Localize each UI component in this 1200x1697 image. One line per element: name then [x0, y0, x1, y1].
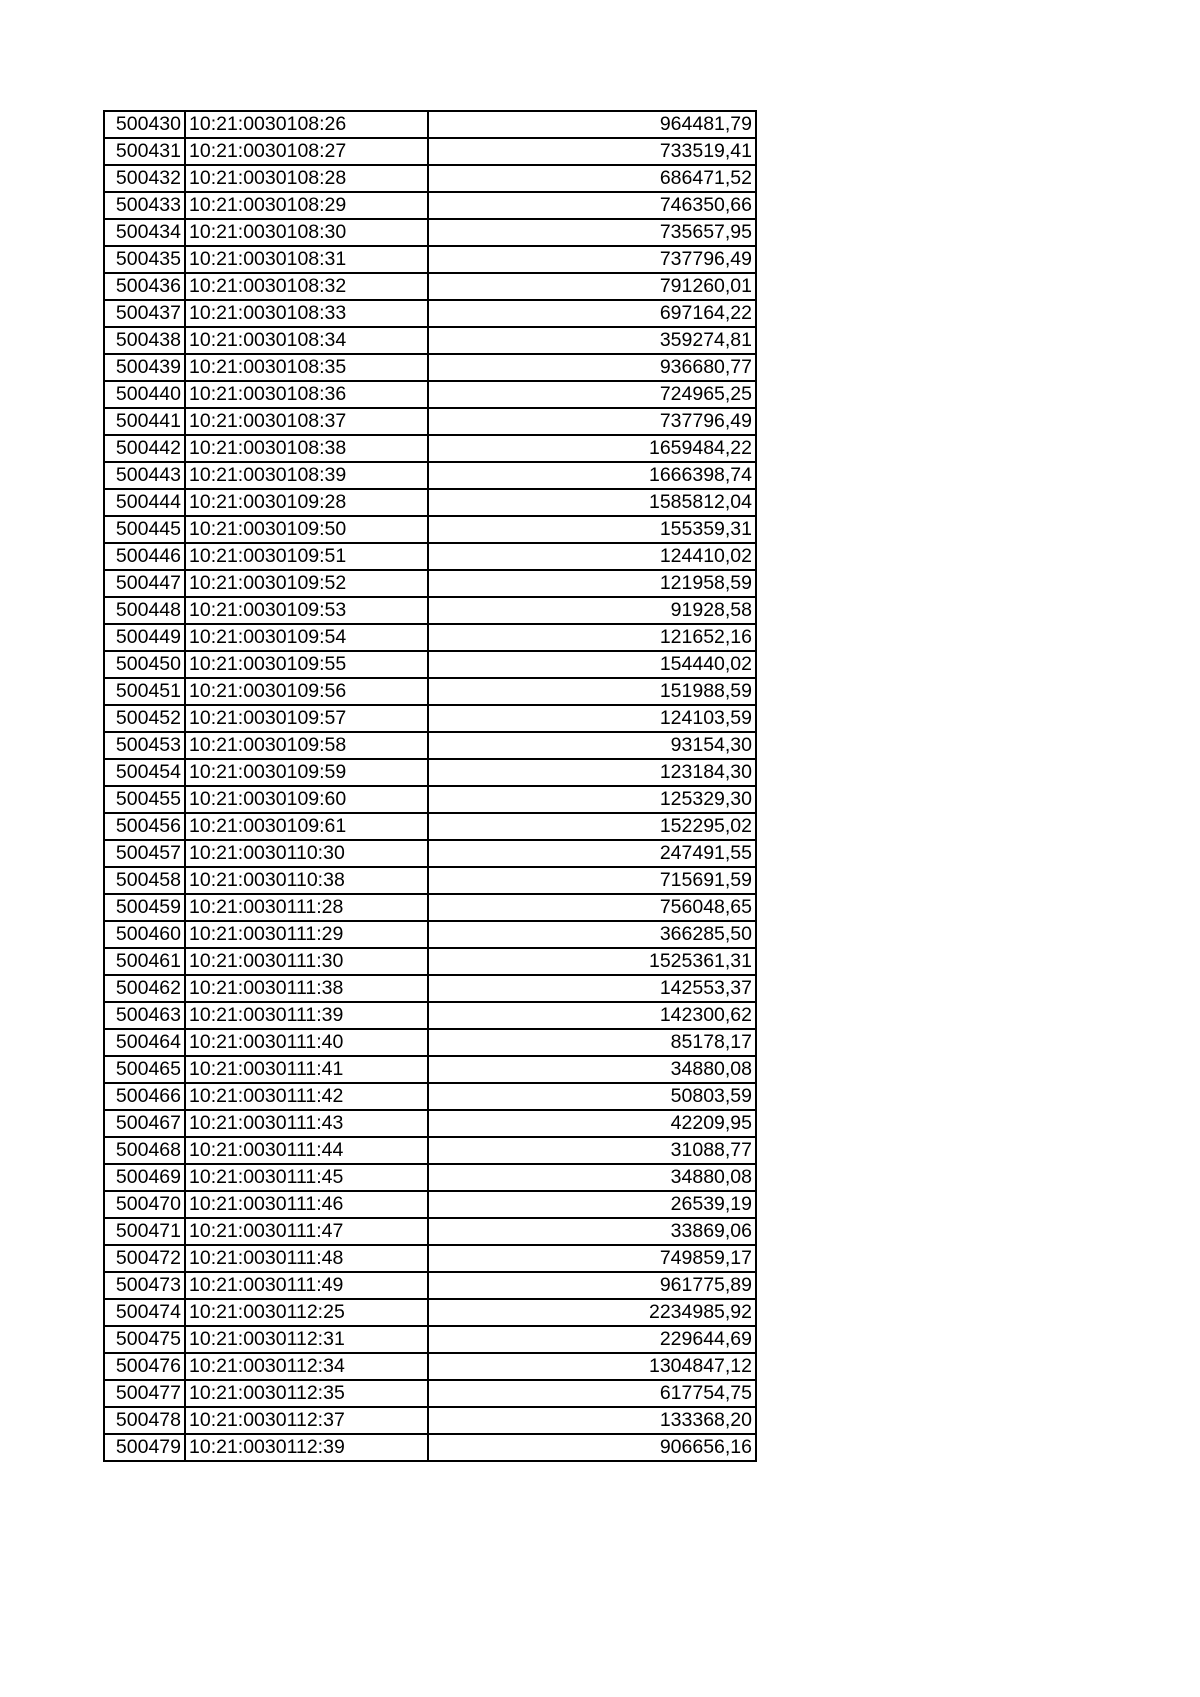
cadastral-number-cell: 10:21:0030108:38 — [185, 435, 428, 462]
cadastral-number-cell: 10:21:0030109:56 — [185, 678, 428, 705]
table-row — [104, 381, 756, 408]
table-row — [104, 813, 756, 840]
amount-cell: 366285,50 — [428, 921, 756, 948]
cadastral-number-cell: 10:21:0030112:25 — [185, 1299, 428, 1326]
amount-cell: 359274,81 — [428, 327, 756, 354]
cadastral-number-cell: 10:21:0030111:28 — [185, 894, 428, 921]
cadastral-number-cell: 10:21:0030108:35 — [185, 354, 428, 381]
amount-cell: 737796,49 — [428, 246, 756, 273]
row-id-cell: 500438 — [104, 327, 185, 354]
row-id-cell: 500477 — [104, 1380, 185, 1407]
row-id-cell: 500454 — [104, 759, 185, 786]
cadastral-number-cell: 10:21:0030109:53 — [185, 597, 428, 624]
amount-cell: 247491,55 — [428, 840, 756, 867]
row-id-cell: 500445 — [104, 516, 185, 543]
amount-cell: 125329,30 — [428, 786, 756, 813]
table-row — [104, 705, 756, 732]
amount-cell: 34880,08 — [428, 1056, 756, 1083]
table-row — [104, 1353, 756, 1380]
cadastral-number-cell: 10:21:0030112:34 — [185, 1353, 428, 1380]
amount-cell: 749859,17 — [428, 1245, 756, 1272]
amount-cell: 735657,95 — [428, 219, 756, 246]
row-id-cell: 500468 — [104, 1137, 185, 1164]
row-id-cell: 500461 — [104, 948, 185, 975]
amount-cell: 26539,19 — [428, 1191, 756, 1218]
table-row — [104, 111, 756, 138]
cadastral-number-cell: 10:21:0030111:44 — [185, 1137, 428, 1164]
table-row — [104, 975, 756, 1002]
cadastral-number-cell: 10:21:0030108:27 — [185, 138, 428, 165]
row-id-cell: 500449 — [104, 624, 185, 651]
amount-cell: 746350,66 — [428, 192, 756, 219]
amount-cell: 906656,16 — [428, 1434, 756, 1461]
cadastral-number-cell: 10:21:0030111:49 — [185, 1272, 428, 1299]
row-id-cell: 500451 — [104, 678, 185, 705]
cadastral-number-cell: 10:21:0030109:55 — [185, 651, 428, 678]
cadastral-number-cell: 10:21:0030108:29 — [185, 192, 428, 219]
row-id-cell: 500463 — [104, 1002, 185, 1029]
table-row — [104, 300, 756, 327]
cadastral-number-cell: 10:21:0030108:36 — [185, 381, 428, 408]
table-row — [104, 1056, 756, 1083]
table-row — [104, 1245, 756, 1272]
row-id-cell: 500436 — [104, 273, 185, 300]
amount-cell: 697164,22 — [428, 300, 756, 327]
amount-cell: 1666398,74 — [428, 462, 756, 489]
cadastral-number-cell: 10:21:0030109:52 — [185, 570, 428, 597]
amount-cell: 91928,58 — [428, 597, 756, 624]
row-id-cell: 500466 — [104, 1083, 185, 1110]
row-id-cell: 500433 — [104, 192, 185, 219]
table-row — [104, 759, 756, 786]
row-id-cell: 500452 — [104, 705, 185, 732]
amount-cell: 1304847,12 — [428, 1353, 756, 1380]
amount-cell: 1525361,31 — [428, 948, 756, 975]
amount-cell: 142300,62 — [428, 1002, 756, 1029]
amount-cell: 133368,20 — [428, 1407, 756, 1434]
amount-cell: 791260,01 — [428, 273, 756, 300]
cadastral-number-cell: 10:21:0030111:41 — [185, 1056, 428, 1083]
table-row — [104, 624, 756, 651]
table-row — [104, 1110, 756, 1137]
cadastral-number-cell: 10:21:0030111:47 — [185, 1218, 428, 1245]
table-row — [104, 1137, 756, 1164]
amount-cell: 936680,77 — [428, 354, 756, 381]
table-row — [104, 1326, 756, 1353]
row-id-cell: 500455 — [104, 786, 185, 813]
amount-cell: 85178,17 — [428, 1029, 756, 1056]
row-id-cell: 500469 — [104, 1164, 185, 1191]
row-id-cell: 500442 — [104, 435, 185, 462]
document-page — [103, 110, 757, 1462]
amount-cell: 154440,02 — [428, 651, 756, 678]
row-id-cell: 500459 — [104, 894, 185, 921]
cadastral-number-cell: 10:21:0030109:54 — [185, 624, 428, 651]
amount-cell: 33869,06 — [428, 1218, 756, 1245]
row-id-cell: 500437 — [104, 300, 185, 327]
row-id-cell: 500434 — [104, 219, 185, 246]
amount-cell: 724965,25 — [428, 381, 756, 408]
cadastral-number-cell: 10:21:0030109:59 — [185, 759, 428, 786]
cadastral-number-cell: 10:21:0030111:39 — [185, 1002, 428, 1029]
table-row — [104, 1434, 756, 1461]
amount-cell: 737796,49 — [428, 408, 756, 435]
table-row — [104, 1029, 756, 1056]
amount-cell: 1585812,04 — [428, 489, 756, 516]
table-row — [104, 732, 756, 759]
row-id-cell: 500479 — [104, 1434, 185, 1461]
cadastral-number-cell: 10:21:0030109:58 — [185, 732, 428, 759]
row-id-cell: 500475 — [104, 1326, 185, 1353]
amount-cell: 121958,59 — [428, 570, 756, 597]
amount-cell: 123184,30 — [428, 759, 756, 786]
table-row — [104, 1380, 756, 1407]
row-id-cell: 500435 — [104, 246, 185, 273]
cadastral-number-cell: 10:21:0030111:46 — [185, 1191, 428, 1218]
table-row — [104, 246, 756, 273]
table-row — [104, 1272, 756, 1299]
row-id-cell: 500456 — [104, 813, 185, 840]
cadastral-number-cell: 10:21:0030108:31 — [185, 246, 428, 273]
table-row — [104, 516, 756, 543]
amount-cell: 31088,77 — [428, 1137, 756, 1164]
amount-cell: 229644,69 — [428, 1326, 756, 1353]
row-id-cell: 500443 — [104, 462, 185, 489]
table-row — [104, 462, 756, 489]
table-row — [104, 948, 756, 975]
table-row — [104, 1191, 756, 1218]
cadastral-number-cell: 10:21:0030110:30 — [185, 840, 428, 867]
row-id-cell: 500471 — [104, 1218, 185, 1245]
cadastral-number-cell: 10:21:0030112:39 — [185, 1434, 428, 1461]
amount-cell: 142553,37 — [428, 975, 756, 1002]
row-id-cell: 500430 — [104, 111, 185, 138]
table-row — [104, 1164, 756, 1191]
row-id-cell: 500476 — [104, 1353, 185, 1380]
row-id-cell: 500457 — [104, 840, 185, 867]
row-id-cell: 500464 — [104, 1029, 185, 1056]
row-id-cell: 500431 — [104, 138, 185, 165]
amount-cell: 42209,95 — [428, 1110, 756, 1137]
cadastral-number-cell: 10:21:0030111:30 — [185, 948, 428, 975]
amount-cell: 34880,08 — [428, 1164, 756, 1191]
table-row — [104, 867, 756, 894]
row-id-cell: 500462 — [104, 975, 185, 1002]
cadastral-number-cell: 10:21:0030109:61 — [185, 813, 428, 840]
amount-cell: 964481,79 — [428, 111, 756, 138]
amount-cell: 733519,41 — [428, 138, 756, 165]
data-table — [103, 110, 757, 1462]
table-body — [104, 111, 756, 1461]
table-row — [104, 1083, 756, 1110]
row-id-cell: 500467 — [104, 1110, 185, 1137]
amount-cell: 152295,02 — [428, 813, 756, 840]
cadastral-number-cell: 10:21:0030108:33 — [185, 300, 428, 327]
cadastral-number-cell: 10:21:0030108:28 — [185, 165, 428, 192]
table-row — [104, 543, 756, 570]
table-row — [104, 840, 756, 867]
row-id-cell: 500465 — [104, 1056, 185, 1083]
amount-cell: 2234985,92 — [428, 1299, 756, 1326]
table-row — [104, 678, 756, 705]
amount-cell: 124410,02 — [428, 543, 756, 570]
cadastral-number-cell: 10:21:0030111:43 — [185, 1110, 428, 1137]
row-id-cell: 500478 — [104, 1407, 185, 1434]
row-id-cell: 500450 — [104, 651, 185, 678]
table-row — [104, 570, 756, 597]
row-id-cell: 500440 — [104, 381, 185, 408]
cadastral-number-cell: 10:21:0030110:38 — [185, 867, 428, 894]
table-row — [104, 354, 756, 381]
row-id-cell: 500448 — [104, 597, 185, 624]
amount-cell: 756048,65 — [428, 894, 756, 921]
cadastral-number-cell: 10:21:0030109:28 — [185, 489, 428, 516]
table-row — [104, 165, 756, 192]
row-id-cell: 500432 — [104, 165, 185, 192]
table-row — [104, 219, 756, 246]
cadastral-number-cell: 10:21:0030111:38 — [185, 975, 428, 1002]
table-row — [104, 327, 756, 354]
cadastral-number-cell: 10:21:0030108:32 — [185, 273, 428, 300]
cadastral-number-cell: 10:21:0030109:57 — [185, 705, 428, 732]
cadastral-number-cell: 10:21:0030112:37 — [185, 1407, 428, 1434]
row-id-cell: 500458 — [104, 867, 185, 894]
row-id-cell: 500444 — [104, 489, 185, 516]
table-row — [104, 435, 756, 462]
table-row — [104, 1407, 756, 1434]
row-id-cell: 500460 — [104, 921, 185, 948]
amount-cell: 961775,89 — [428, 1272, 756, 1299]
cadastral-number-cell: 10:21:0030108:26 — [185, 111, 428, 138]
row-id-cell: 500470 — [104, 1191, 185, 1218]
row-id-cell: 500474 — [104, 1299, 185, 1326]
table-row — [104, 489, 756, 516]
cadastral-number-cell: 10:21:0030108:37 — [185, 408, 428, 435]
cadastral-number-cell: 10:21:0030109:51 — [185, 543, 428, 570]
cadastral-number-cell: 10:21:0030111:45 — [185, 1164, 428, 1191]
amount-cell: 50803,59 — [428, 1083, 756, 1110]
row-id-cell: 500473 — [104, 1272, 185, 1299]
row-id-cell: 500447 — [104, 570, 185, 597]
cadastral-number-cell: 10:21:0030111:42 — [185, 1083, 428, 1110]
cadastral-number-cell: 10:21:0030112:35 — [185, 1380, 428, 1407]
cadastral-number-cell: 10:21:0030108:39 — [185, 462, 428, 489]
cadastral-number-cell: 10:21:0030109:60 — [185, 786, 428, 813]
table-row — [104, 1299, 756, 1326]
row-id-cell: 500446 — [104, 543, 185, 570]
amount-cell: 155359,31 — [428, 516, 756, 543]
table-row — [104, 192, 756, 219]
amount-cell: 715691,59 — [428, 867, 756, 894]
table-row — [104, 921, 756, 948]
cadastral-number-cell: 10:21:0030111:29 — [185, 921, 428, 948]
table-row — [104, 138, 756, 165]
cadastral-number-cell: 10:21:0030108:34 — [185, 327, 428, 354]
row-id-cell: 500441 — [104, 408, 185, 435]
table-row — [104, 408, 756, 435]
table-row — [104, 651, 756, 678]
cadastral-number-cell: 10:21:0030109:50 — [185, 516, 428, 543]
row-id-cell: 500439 — [104, 354, 185, 381]
cadastral-number-cell: 10:21:0030108:30 — [185, 219, 428, 246]
table-row — [104, 894, 756, 921]
amount-cell: 124103,59 — [428, 705, 756, 732]
amount-cell: 93154,30 — [428, 732, 756, 759]
row-id-cell: 500453 — [104, 732, 185, 759]
amount-cell: 121652,16 — [428, 624, 756, 651]
cadastral-number-cell: 10:21:0030111:40 — [185, 1029, 428, 1056]
row-id-cell: 500472 — [104, 1245, 185, 1272]
cadastral-number-cell: 10:21:0030112:31 — [185, 1326, 428, 1353]
amount-cell: 1659484,22 — [428, 435, 756, 462]
amount-cell: 686471,52 — [428, 165, 756, 192]
table-row — [104, 1002, 756, 1029]
amount-cell: 151988,59 — [428, 678, 756, 705]
table-row — [104, 597, 756, 624]
table-row — [104, 786, 756, 813]
cadastral-number-cell: 10:21:0030111:48 — [185, 1245, 428, 1272]
table-row — [104, 273, 756, 300]
table-row — [104, 1218, 756, 1245]
amount-cell: 617754,75 — [428, 1380, 756, 1407]
